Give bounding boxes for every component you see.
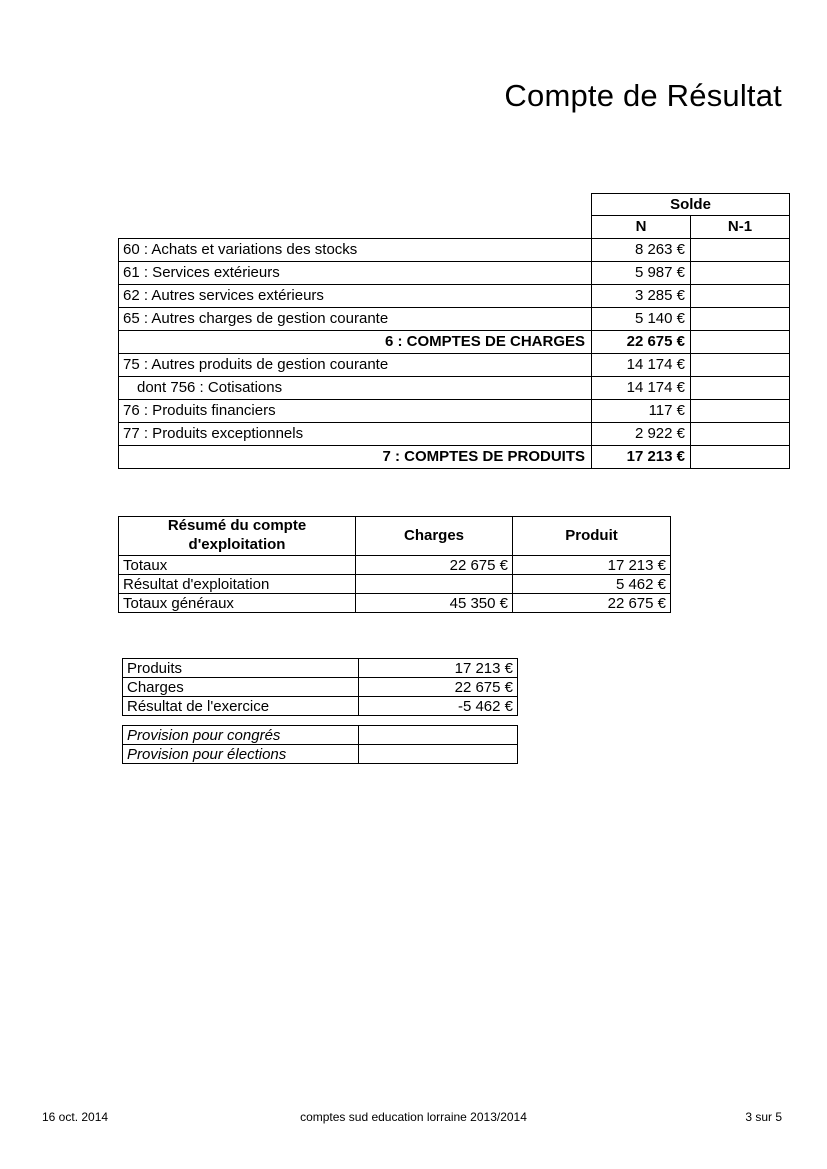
- table-row: [123, 659, 518, 678]
- table-row: [119, 422, 790, 445]
- value-n1: [691, 307, 790, 330]
- table-row: [119, 399, 790, 422]
- footer-document-name: comptes sud education lorraine 2013/2014: [300, 1110, 527, 1124]
- total-label: 6 : COMPTES DE CHARGES: [119, 330, 592, 353]
- account-label: 60 : Achats et variations des stocks: [119, 238, 592, 261]
- total-label: 7 : COMPTES DE PRODUITS: [119, 445, 592, 468]
- account-label: 76 : Produits financiers: [119, 399, 592, 422]
- value-n1: [691, 376, 790, 399]
- value-n1: [691, 445, 790, 468]
- value-n: 22 675 €: [592, 330, 691, 353]
- summary-title-line1: Résumé du compte: [167, 517, 307, 535]
- table-row: [119, 261, 790, 284]
- table-row: [119, 238, 790, 261]
- value-n1: [691, 284, 790, 307]
- result-value: 17 213 €: [359, 659, 518, 678]
- table-row: [123, 678, 518, 697]
- value-n: 2 922 €: [592, 422, 691, 445]
- value-n: 5 140 €: [592, 307, 691, 330]
- value-n: 8 263 €: [592, 238, 691, 261]
- col-charges-header: Charges: [356, 517, 513, 556]
- account-label: 75 : Autres produits de gestion courante: [119, 353, 592, 376]
- provision-label: Provision pour congrés: [123, 726, 359, 745]
- footer-page-number: 3 sur 5: [745, 1110, 782, 1124]
- value-n: 14 174 €: [592, 353, 691, 376]
- account-label: 62 : Autres services extérieurs: [119, 284, 592, 307]
- account-label: 65 : Autres charges de gestion courante: [119, 307, 592, 330]
- table-row: [119, 284, 790, 307]
- value-n1: [691, 330, 790, 353]
- value-n1: [691, 261, 790, 284]
- summary-label: Totaux généraux: [119, 594, 356, 613]
- summary-table: [118, 516, 671, 613]
- value-n: 17 213 €: [592, 445, 691, 468]
- solde-header: Solde: [592, 194, 790, 216]
- result-label: Charges: [123, 678, 359, 697]
- provision-table: [122, 725, 518, 764]
- value-n: 14 174 €: [592, 376, 691, 399]
- produit-value: 17 213 €: [513, 556, 671, 575]
- value-n1: [691, 238, 790, 261]
- charges-value: [356, 575, 513, 594]
- col-n-header: N: [592, 216, 691, 239]
- produit-value: 5 462 €: [513, 575, 671, 594]
- result-table: [122, 658, 518, 716]
- result-value: -5 462 €: [359, 697, 518, 716]
- provision-value: [359, 745, 518, 764]
- footer-date: 16 oct. 2014: [42, 1110, 109, 1124]
- page-title: Compte de Résultat: [504, 78, 782, 113]
- total-produits-row: [119, 445, 790, 468]
- summary-title-cell: [119, 517, 356, 556]
- value-n1: [691, 422, 790, 445]
- table-row: [123, 745, 518, 764]
- table-row: [123, 697, 518, 716]
- result-label: Produits: [123, 659, 359, 678]
- value-n: 3 285 €: [592, 284, 691, 307]
- accounts-table: [118, 193, 790, 469]
- table-header-row: [119, 194, 790, 216]
- table-row: [119, 376, 790, 399]
- result-label: Résultat de l'exercice: [123, 697, 359, 716]
- table-row: [119, 307, 790, 330]
- col-produit-header: Produit: [513, 517, 671, 556]
- value-n1: [691, 399, 790, 422]
- empty-cell: [119, 194, 592, 216]
- table-row: [119, 353, 790, 376]
- empty-cell: [119, 216, 592, 239]
- account-label: dont 756 : Cotisations: [119, 376, 592, 399]
- table-row: [119, 556, 671, 575]
- summary-label: Totaux: [119, 556, 356, 575]
- value-n1: [691, 353, 790, 376]
- table-row: [119, 594, 671, 613]
- charges-value: 22 675 €: [356, 556, 513, 575]
- result-value: 22 675 €: [359, 678, 518, 697]
- total-charges-row: [119, 330, 790, 353]
- provision-label: Provision pour élections: [123, 745, 359, 764]
- charges-value: 45 350 €: [356, 594, 513, 613]
- summary-header-row: [119, 517, 671, 556]
- table-header-row: [119, 216, 790, 239]
- table-row: [123, 726, 518, 745]
- account-label: 61 : Services extérieurs: [119, 261, 592, 284]
- produit-value: 22 675 €: [513, 594, 671, 613]
- summary-title-line2: d'exploitation: [188, 536, 286, 553]
- summary-label: Résultat d'exploitation: [119, 575, 356, 594]
- value-n: 117 €: [592, 399, 691, 422]
- provision-value: [359, 726, 518, 745]
- table-row: [119, 575, 671, 594]
- col-n1-header: N-1: [691, 216, 790, 239]
- value-n: 5 987 €: [592, 261, 691, 284]
- account-label: 77 : Produits exceptionnels: [119, 422, 592, 445]
